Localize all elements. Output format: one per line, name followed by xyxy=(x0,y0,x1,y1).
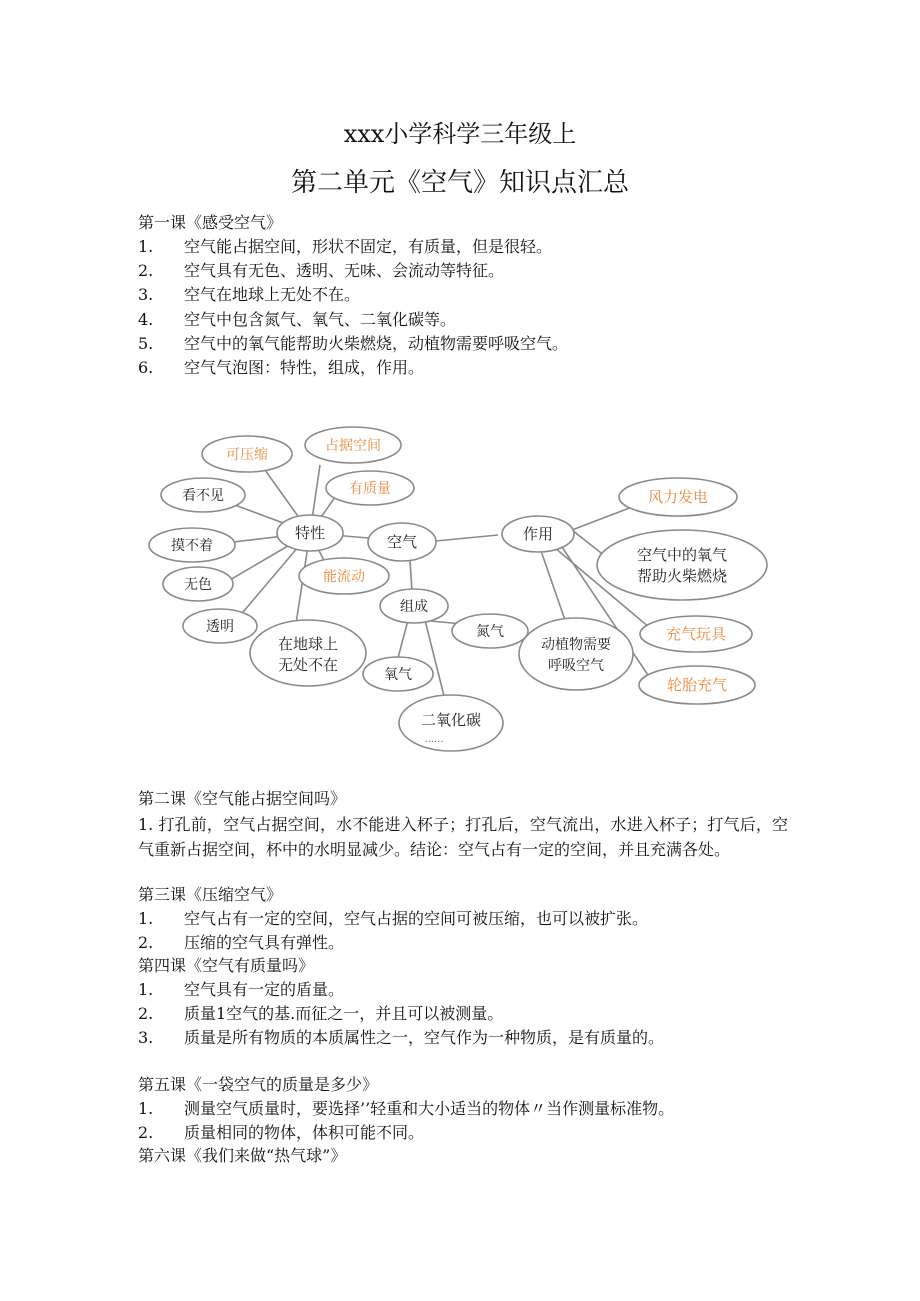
lesson1-item xyxy=(138,309,788,331)
bubble-flows xyxy=(299,558,389,594)
bubble-shape xyxy=(250,620,366,686)
item-number: 2. xyxy=(138,261,154,280)
bubble-label: 轮胎充气 xyxy=(666,676,728,694)
item-text: 空气在地球上无处不在。 xyxy=(184,285,361,304)
bubble-nitrogen xyxy=(452,614,528,648)
item-number: 1. xyxy=(138,909,154,928)
bubble-label: 有质量 xyxy=(349,481,391,497)
item-text: 空气具有无色、透明、无味、会流动等特征。 xyxy=(184,261,505,280)
lesson3-item xyxy=(138,908,788,930)
bubble-shape xyxy=(519,618,633,690)
bubble-label: 空气中的氧气 xyxy=(636,546,728,564)
lesson5-item xyxy=(138,1098,788,1120)
item-number: 1. xyxy=(138,237,154,256)
bubble-label: ...... xyxy=(424,734,444,745)
bubble-shape xyxy=(597,530,767,600)
bubble-label: 氮气 xyxy=(476,624,504,640)
bubble-oxygen-combustion xyxy=(597,530,767,600)
bubble-label: 动植物需要 xyxy=(541,637,611,653)
item-text: 空气能占据空间，形状不固定，有质量，但是很轻。 xyxy=(184,237,553,256)
bubble-wind-power xyxy=(619,478,737,516)
bubble-invisible xyxy=(161,478,245,512)
item-number: 6. xyxy=(138,358,154,377)
bubble-label: 透明 xyxy=(206,619,234,635)
lesson1-item xyxy=(138,357,788,379)
bubble-air-center xyxy=(368,523,436,561)
bubble-use xyxy=(502,516,574,552)
bubble-label: 看不见 xyxy=(182,488,224,504)
lesson5-heading: 第五课《一袋空气的质量是多少》 xyxy=(138,1075,379,1094)
item-text: 质量是所有物质的本质属性之一，空气作为一种物质，是有质量的。 xyxy=(184,1028,665,1047)
bubble-untouchable xyxy=(149,528,235,562)
item-text: 测量空气质量时，要选择’’轻重和大小适当的物体〃当作测量标准物。 xyxy=(184,1099,675,1118)
bubble-label: 能流动 xyxy=(323,569,365,585)
bubble-label: 特性 xyxy=(294,524,326,542)
lesson1-item xyxy=(138,236,788,258)
bubble-colorless xyxy=(163,567,233,601)
bubble-label: 组成 xyxy=(400,599,428,615)
bubble-label: 空气 xyxy=(386,533,418,551)
item-number: 1. xyxy=(138,980,154,999)
bubble-label: 二氧化碳 xyxy=(420,711,482,729)
bubble-has-mass xyxy=(326,471,414,505)
lesson3-heading: 第三课《压缩空气》 xyxy=(138,885,283,904)
item-text: 质量1空气的基.而征之一，并且可以被测量。 xyxy=(184,1004,504,1023)
bubble-inflatable-toys xyxy=(640,616,752,652)
lesson2-heading: 第二课《空气能占据空间吗》 xyxy=(138,789,347,808)
item-text: 空气中包含氮气、氧气、二氧化碳等。 xyxy=(184,310,457,329)
item-number: 2. xyxy=(138,1123,154,1142)
lesson4-heading: 第四课《空气有质量吗》 xyxy=(138,956,315,975)
bubble-breathing xyxy=(519,618,633,690)
bubble-label: 摸不着 xyxy=(171,538,213,554)
bubble-label: 呼吸空气 xyxy=(548,658,604,674)
lesson2-paragraph: 1. 打孔前，空气占据空间，水不能进入杯子；打孔后，空气流出，水进入杯子；打气后，空气重新占据空间，杯中的水明显减少。结论：空气占有一定的空间，并且充满各处。 xyxy=(138,815,788,859)
lesson1-item xyxy=(138,284,788,306)
bubble-label: 占据空间 xyxy=(325,438,381,454)
bubble-label: 帮助火柴燃烧 xyxy=(636,567,728,585)
item-number: 2. xyxy=(138,933,154,952)
bubble-transparent xyxy=(183,609,257,643)
bubble-compressible xyxy=(202,436,292,472)
bubble-label: 在地球上 xyxy=(277,635,339,653)
lesson1-item xyxy=(138,333,788,355)
lesson1-item xyxy=(138,260,788,282)
bubble-everywhere xyxy=(250,620,366,686)
lesson1-heading: 第一课《感受空气》 xyxy=(138,213,283,232)
item-text: 压缩的空气具有弹性。 xyxy=(184,933,345,952)
bubble-label: 无处不在 xyxy=(277,656,339,674)
air-bubble-map xyxy=(140,420,780,760)
lesson3-item xyxy=(138,932,788,954)
document-title: xxx小学科学三年级上 xyxy=(343,120,577,148)
lesson4-item xyxy=(138,1003,788,1025)
lesson6-heading: 第六课《我们来做“热气球”》 xyxy=(138,1146,347,1165)
bubble-label: 氧气 xyxy=(384,667,412,683)
item-number: 3. xyxy=(138,1028,154,1047)
bubble-label: 充气玩具 xyxy=(665,625,727,643)
lesson4-item xyxy=(138,1027,788,1049)
item-number: 2. xyxy=(138,1004,154,1023)
item-number: 3. xyxy=(138,285,154,304)
bubble-label: 无色 xyxy=(184,577,212,593)
bubble-tire-inflation xyxy=(639,666,755,704)
bubble-label: 可压缩 xyxy=(226,447,268,463)
bubble-property xyxy=(277,515,343,551)
item-number: 1. xyxy=(138,1099,154,1118)
document-subtitle: 第二单元《空气》知识点汇总 xyxy=(290,168,629,198)
item-text: 质量相同的物体，体积可能不同。 xyxy=(184,1123,425,1142)
bubble-label: 作用 xyxy=(522,525,554,543)
item-text: 空气具有一定的盾量。 xyxy=(184,980,345,999)
lesson4-item xyxy=(138,979,788,1001)
item-number: 4. xyxy=(138,310,154,329)
item-text: 空气占有一定的空间，空气占据的空间可被压缩，也可以被扩张。 xyxy=(184,909,649,928)
bubble-label: 风力发电 xyxy=(647,488,709,506)
lesson5-item xyxy=(138,1122,788,1144)
bubble-occupies-space xyxy=(305,427,401,463)
item-text: 空气中的氧气能帮助火柴燃烧，动植物需要呼吸空气。 xyxy=(184,334,569,353)
item-number: 5. xyxy=(138,334,154,353)
bubble-composition xyxy=(380,589,448,623)
bubble-oxygen xyxy=(363,657,433,691)
item-text: 空气气泡图：特性，组成，作用。 xyxy=(184,358,425,377)
bubble-carbon-dioxide xyxy=(399,695,503,751)
